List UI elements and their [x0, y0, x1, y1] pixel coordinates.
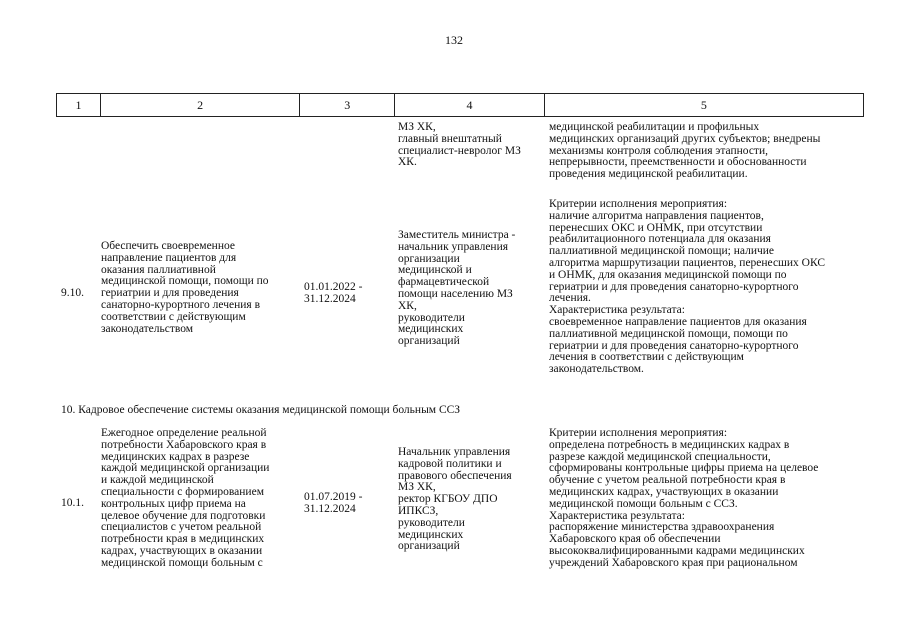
- header-col-3: 3: [300, 94, 395, 116]
- row-9-10-result: Критерии исполнения мероприятия: наличие алгоритма направления пациентов, перенесших ОКС и ОНМК, при отсутствии реабилитационного потенциала для оказания паллиативной медицинской помощи; наличие алгоритма маршрутизации пациентов, перенесших ОКС и ОНМК, для оказания медицинской помощи по гериатрии и для проведения санаторно-курортного лечения. Характеристика результата: своевременное направление пациентов для оказания паллиативной медицинской помощи, помощи по гериатрии и для проведения санаторно-курортного лечения в соответствии с действующим законодательством.: [549, 198, 826, 376]
- page-number: 132: [445, 33, 463, 47]
- row-10-1-responsible: Начальник управления кадровой политики и правового обеспечения МЗ ХК, ректор КГБОУ ДПО ИПКСЗ, руководители медицинских организаций: [398, 446, 512, 553]
- row-9-10-activity: Обеспечить своевременное направление пациентов для оказания паллиативной медицинской помощи, помощи по гериатрии и для проведения санаторно-курортного лечения в соответствии с действующим законодательством: [101, 240, 269, 335]
- header-col-2: 2: [101, 94, 301, 116]
- row-9-10-dates: 01.01.2022 - 31.12.2024: [304, 281, 363, 305]
- table-header-row: [56, 93, 864, 117]
- cont-responsible: МЗ ХК, главный внештатный специалист-невролог МЗ ХК.: [398, 121, 521, 169]
- row-10-1-dates: 01.07.2019 - 31.12.2024: [304, 491, 363, 515]
- section-heading: 10. Кадровое обеспечение системы оказания медицинской помощи больным ССЗ: [61, 404, 461, 416]
- row-10-1-result: Критерии исполнения мероприятия: определена потребность в медицинских кадрах в разрезе каждой медицинской специальности, сформированы контрольные цифры приема на целевое обучение с учетом реальной потребности края в медицинских кадрах, участвующих в оказании медицинской помощи больным с ССЗ. Характеристика результата: распоряжение министерства здравоохранения Хабаровского края об обеспечении высококвалифицированными кадрами медицинских учреждений Хабаровского края при рациональном: [549, 427, 819, 569]
- header-col-5: 5: [700, 97, 707, 112]
- cont-result: медицинской реабилитации и профильных медицинских организаций других субъектов; внедрены механизмы контроля соблюдения этапности, непрерывности, преемственности и обоснованности проведения медицинской реабилитации.: [549, 121, 821, 181]
- header-col-1: 1: [57, 94, 101, 116]
- row-9-10-responsible: Заместитель министра - начальник управления организации медицинской и фармацевтической помощи населению МЗ ХК, руководители медицинских организаций: [398, 229, 516, 348]
- row-10-1-activity: Ежегодное определение реальной потребности Хабаровского края в медицинских кадрах в разрезе каждой медицинской организации и каждой медицинской специальности с формированием контрольных цифр приема на целевое обучение для подготовки специалистов с учетом реальной потребности края в медицинских кадрах, участвующих в оказании медицинской помощи больным с: [101, 427, 270, 569]
- row-10-1-number: 10.1.: [61, 497, 84, 509]
- row-9-10-number: 9.10.: [61, 287, 84, 299]
- header-col-4: 4: [395, 94, 545, 116]
